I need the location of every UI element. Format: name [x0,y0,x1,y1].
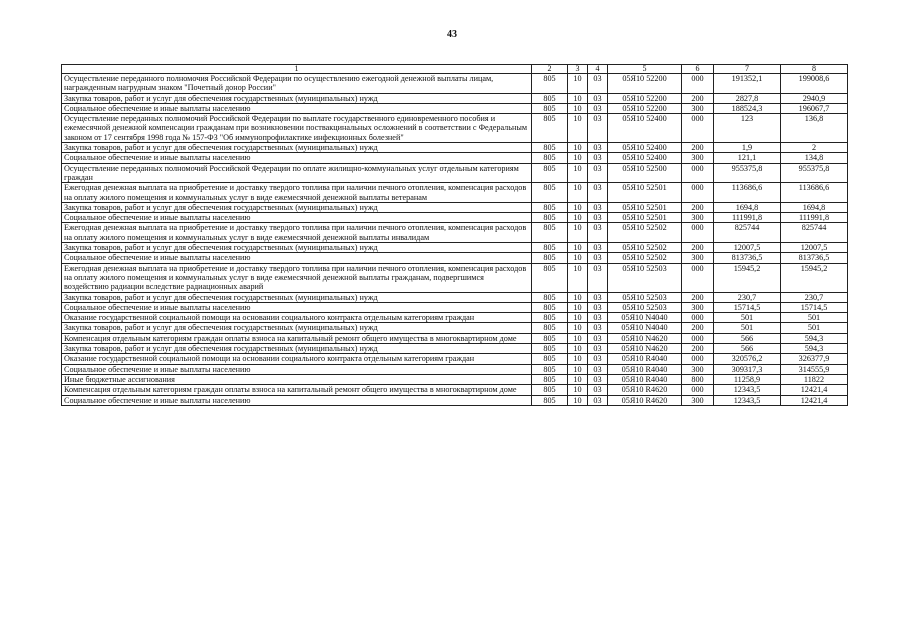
admin-code: 805 [532,385,568,395]
amount-year-1: 566 [714,344,781,354]
subsection-code: 03 [588,103,608,113]
item-name: Ежегодная денежная выплата на приобретение и доставку твердого топлива при наличии печного отопления, компенсация расходов на оплату жилого помещения и коммунальных услуг в виде ежемесячной денежной выплаты инвалидам [62,223,532,243]
subsection-code: 03 [588,93,608,103]
subsection-code: 03 [588,302,608,312]
amount-year-2: 15714,5 [781,302,848,312]
expense-type-code: 000 [682,313,714,323]
column-number-row [62,65,848,74]
target-article-code: 05Я10 52502 [608,243,682,253]
section-code: 10 [568,103,588,113]
section-code: 10 [568,385,588,395]
admin-code: 805 [532,313,568,323]
target-article-code: 05Я10 R4620 [608,395,682,405]
amount-year-2: 111991,8 [781,213,848,223]
section-code: 10 [568,114,588,143]
table-row [62,202,848,212]
table-row [62,93,848,103]
admin-code: 805 [532,323,568,333]
amount-year-2: 2940,9 [781,93,848,103]
subsection-code: 03 [588,223,608,243]
table-row [62,344,848,354]
admin-code: 805 [532,333,568,343]
expense-type-code: 300 [682,302,714,312]
target-article-code: 05Я10 N4620 [608,344,682,354]
item-name: Иные бюджетные ассигнования [62,374,532,384]
admin-code: 805 [532,103,568,113]
expense-type-code: 000 [682,354,714,364]
subsection-code: 03 [588,74,608,94]
amount-year-1: 191352,1 [714,74,781,94]
expense-type-code: 000 [682,74,714,94]
subsection-code: 03 [588,333,608,343]
target-article-code: 05Я10 52502 [608,253,682,263]
table-row [62,333,848,343]
amount-year-1: 309317,3 [714,364,781,374]
amount-year-2: 501 [781,313,848,323]
subsection-code: 03 [588,292,608,302]
admin-code: 805 [532,395,568,405]
amount-year-2: 11822 [781,374,848,384]
amount-year-1: 15714,5 [714,302,781,312]
item-name: Ежегодная денежная выплата на приобретение и доставку твердого топлива при наличии печного отопления, компенсация расходов на оплату жилого помещения и коммунальных услуг в виде ежемесячной денежной выплаты гражданам, подвергшимся воздействию радиации вследствие радиационных аварий [62,263,532,292]
column-number: 4 [588,65,608,74]
item-name: Закупка товаров, работ и услуг для обеспечения государственных (муниципальных) нужд [62,323,532,333]
item-name: Ежегодная денежная выплата на приобретение и доставку твердого топлива при наличии печного отопления, компенсация расходов на оплату жилого помещения и коммунальных услуг в виде ежемесячной денежной выплаты ветеранам [62,183,532,203]
expense-type-code: 200 [682,344,714,354]
table-row [62,323,848,333]
target-article-code: 05Я10 N4040 [608,323,682,333]
subsection-code: 03 [588,354,608,364]
admin-code: 805 [532,153,568,163]
amount-year-1: 113686,6 [714,183,781,203]
item-name: Осуществление переданных полномочий Российской Федерации по выплате государственного единовременного пособия и ежемесячной денежной компенсации гражданам при возникновении поствакцинальных осложнений в соответствии с Федеральным законом от 17 сентября 1998 года № 157-ФЗ "Об иммунопрофилактике инфекционных болезней" [62,114,532,143]
target-article-code: 05Я10 52500 [608,163,682,183]
target-article-code: 05Я10 52501 [608,213,682,223]
section-code: 10 [568,292,588,302]
amount-year-2: 955375,8 [781,163,848,183]
amount-year-2: 594,3 [781,333,848,343]
item-name: Осуществление переданных полномочий Российской Федерации по оплате жилищно-коммунальных услуг отдельным категориям граждан [62,163,532,183]
target-article-code: 05Я10 R4040 [608,364,682,374]
section-code: 10 [568,302,588,312]
amount-year-1: 1694,8 [714,202,781,212]
item-name: Социальное обеспечение и иные выплаты населению [62,395,532,405]
table-row [62,253,848,263]
table-row [62,74,848,94]
expense-type-code: 200 [682,323,714,333]
budget-table [61,64,848,406]
section-code: 10 [568,243,588,253]
section-code: 10 [568,74,588,94]
amount-year-1: 12007,5 [714,243,781,253]
amount-year-2: 2 [781,143,848,153]
subsection-code: 03 [588,313,608,323]
column-number: 6 [682,65,714,74]
table-row [62,163,848,183]
column-number: 3 [568,65,588,74]
section-code: 10 [568,213,588,223]
target-article-code: 05Я10 52400 [608,153,682,163]
subsection-code: 03 [588,114,608,143]
item-name: Закупка товаров, работ и услуг для обеспечения государственных (муниципальных) нужд [62,202,532,212]
target-article-code: 05Я10 52200 [608,103,682,113]
section-code: 10 [568,395,588,405]
target-article-code: 05Я10 52501 [608,202,682,212]
section-code: 10 [568,163,588,183]
table-body [62,65,848,406]
expense-type-code: 300 [682,253,714,263]
admin-code: 805 [532,344,568,354]
table-row [62,114,848,143]
section-code: 10 [568,223,588,243]
item-name: Осуществление переданного полномочия Российской Федерации по осуществлению ежегодной денежной выплаты лицам, награжденным нагрудным знаком "Почетный донор России" [62,74,532,94]
amount-year-2: 113686,6 [781,183,848,203]
expense-type-code: 000 [682,223,714,243]
item-name: Оказание государственной социальной помощи на основании социального контракта отдельным категориям граждан [62,354,532,364]
page-number: 43 [447,29,457,40]
table-row [62,263,848,292]
admin-code: 805 [532,93,568,103]
admin-code: 805 [532,202,568,212]
section-code: 10 [568,263,588,292]
column-number: 1 [62,65,532,74]
item-name: Социальное обеспечение и иные выплаты населению [62,302,532,312]
amount-year-2: 12421,4 [781,385,848,395]
expense-type-code: 300 [682,364,714,374]
amount-year-1: 955375,8 [714,163,781,183]
section-code: 10 [568,374,588,384]
subsection-code: 03 [588,344,608,354]
table-row [62,243,848,253]
subsection-code: 03 [588,323,608,333]
expense-type-code: 300 [682,103,714,113]
subsection-code: 03 [588,385,608,395]
amount-year-2: 1694,8 [781,202,848,212]
target-article-code: 05Я10 52502 [608,223,682,243]
target-article-code: 05Я10 N4040 [608,313,682,323]
item-name: Компенсация отдельным категориям граждан оплаты взноса на капитальный ремонт общего имущества в многоквартирном доме [62,385,532,395]
amount-year-2: 15945,2 [781,263,848,292]
amount-year-2: 12421,4 [781,395,848,405]
admin-code: 805 [532,114,568,143]
expense-type-code: 200 [682,292,714,302]
amount-year-1: 121,1 [714,153,781,163]
item-name: Закупка товаров, работ и услуг для обеспечения государственных (муниципальных) нужд [62,143,532,153]
table-row [62,313,848,323]
item-name: Социальное обеспечение и иные выплаты населению [62,253,532,263]
amount-year-2: 326377,9 [781,354,848,364]
section-code: 10 [568,313,588,323]
amount-year-1: 111991,8 [714,213,781,223]
admin-code: 805 [532,183,568,203]
amount-year-1: 230,7 [714,292,781,302]
subsection-code: 03 [588,183,608,203]
expense-type-code: 300 [682,153,714,163]
admin-code: 805 [532,354,568,364]
subsection-code: 03 [588,163,608,183]
admin-code: 805 [532,143,568,153]
expense-type-code: 200 [682,202,714,212]
table-row [62,103,848,113]
expense-type-code: 000 [682,114,714,143]
admin-code: 805 [532,163,568,183]
section-code: 10 [568,354,588,364]
section-code: 10 [568,333,588,343]
item-name: Закупка товаров, работ и услуг для обеспечения государственных (муниципальных) нужд [62,93,532,103]
table-row [62,143,848,153]
amount-year-1: 501 [714,313,781,323]
table-row [62,183,848,203]
table-row [62,153,848,163]
column-number: 8 [781,65,848,74]
target-article-code: 05Я10 R4620 [608,385,682,395]
amount-year-1: 501 [714,323,781,333]
section-code: 10 [568,364,588,374]
expense-type-code: 000 [682,263,714,292]
subsection-code: 03 [588,395,608,405]
target-article-code: 05Я10 52200 [608,74,682,94]
section-code: 10 [568,93,588,103]
amount-year-2: 594,3 [781,344,848,354]
item-name: Социальное обеспечение и иные выплаты населению [62,103,532,113]
amount-year-1: 566 [714,333,781,343]
target-article-code: 05Я10 52503 [608,302,682,312]
table-row [62,223,848,243]
section-code: 10 [568,153,588,163]
target-article-code: 05Я10 52503 [608,292,682,302]
admin-code: 805 [532,223,568,243]
target-article-code: 05Я10 52503 [608,263,682,292]
expense-type-code: 000 [682,163,714,183]
table-row [62,374,848,384]
column-number: 5 [608,65,682,74]
expense-type-code: 000 [682,333,714,343]
column-number: 2 [532,65,568,74]
amount-year-2: 825744 [781,223,848,243]
table-row [62,364,848,374]
table-row [62,385,848,395]
expense-type-code: 200 [682,143,714,153]
subsection-code: 03 [588,263,608,292]
subsection-code: 03 [588,213,608,223]
amount-year-2: 230,7 [781,292,848,302]
amount-year-1: 12343,5 [714,385,781,395]
section-code: 10 [568,344,588,354]
amount-year-1: 1,9 [714,143,781,153]
item-name: Социальное обеспечение и иные выплаты населению [62,153,532,163]
amount-year-2: 134,8 [781,153,848,163]
target-article-code: 05Я10 52400 [608,114,682,143]
expense-type-code: 000 [682,183,714,203]
target-article-code: 05Я10 52501 [608,183,682,203]
table-row [62,213,848,223]
admin-code: 805 [532,364,568,374]
amount-year-1: 12343,5 [714,395,781,405]
amount-year-1: 123 [714,114,781,143]
table-row [62,302,848,312]
subsection-code: 03 [588,253,608,263]
amount-year-1: 11258,9 [714,374,781,384]
table-row [62,395,848,405]
admin-code: 805 [532,374,568,384]
target-article-code: 05Я10 R4040 [608,374,682,384]
column-number: 7 [714,65,781,74]
amount-year-2: 12007,5 [781,243,848,253]
target-article-code: 05Я10 52200 [608,93,682,103]
section-code: 10 [568,183,588,203]
item-name: Закупка товаров, работ и услуг для обеспечения государственных (муниципальных) нужд [62,292,532,302]
section-code: 10 [568,323,588,333]
amount-year-1: 2827,8 [714,93,781,103]
amount-year-1: 15945,2 [714,263,781,292]
admin-code: 805 [532,74,568,94]
admin-code: 805 [532,292,568,302]
table-row [62,292,848,302]
amount-year-1: 813736,5 [714,253,781,263]
expense-type-code: 000 [682,385,714,395]
target-article-code: 05Я10 R4040 [608,354,682,364]
subsection-code: 03 [588,374,608,384]
subsection-code: 03 [588,202,608,212]
amount-year-2: 314555,9 [781,364,848,374]
expense-type-code: 200 [682,243,714,253]
amount-year-2: 136,8 [781,114,848,143]
amount-year-2: 813736,5 [781,253,848,263]
admin-code: 805 [532,243,568,253]
item-name: Оказание государственной социальной помощи на основании социального контракта отдельным категориям граждан [62,313,532,323]
subsection-code: 03 [588,364,608,374]
section-code: 10 [568,253,588,263]
section-code: 10 [568,143,588,153]
item-name: Социальное обеспечение и иные выплаты населению [62,364,532,374]
section-code: 10 [568,202,588,212]
target-article-code: 05Я10 52400 [608,143,682,153]
amount-year-1: 320576,2 [714,354,781,364]
item-name: Закупка товаров, работ и услуг для обеспечения государственных (муниципальных) нужд [62,344,532,354]
item-name: Компенсация отдельным категориям граждан оплаты взноса на капитальный ремонт общего имущества в многоквартирном доме [62,333,532,343]
expense-type-code: 300 [682,395,714,405]
table-row [62,354,848,364]
item-name: Социальное обеспечение и иные выплаты населению [62,213,532,223]
subsection-code: 03 [588,143,608,153]
admin-code: 805 [532,263,568,292]
amount-year-2: 199008,6 [781,74,848,94]
target-article-code: 05Я10 N4620 [608,333,682,343]
amount-year-1: 188524,3 [714,103,781,113]
item-name: Закупка товаров, работ и услуг для обеспечения государственных (муниципальных) нужд [62,243,532,253]
expense-type-code: 300 [682,213,714,223]
admin-code: 805 [532,213,568,223]
amount-year-2: 501 [781,323,848,333]
subsection-code: 03 [588,243,608,253]
expense-type-code: 800 [682,374,714,384]
amount-year-2: 196067,7 [781,103,848,113]
subsection-code: 03 [588,153,608,163]
admin-code: 805 [532,302,568,312]
amount-year-1: 825744 [714,223,781,243]
admin-code: 805 [532,253,568,263]
expense-type-code: 200 [682,93,714,103]
